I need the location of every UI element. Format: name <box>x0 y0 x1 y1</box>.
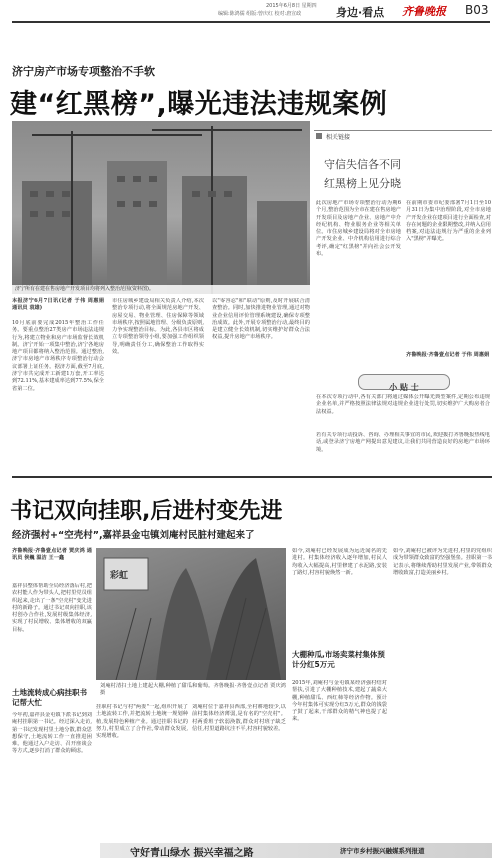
page-header <box>0 0 500 22</box>
story2-col1: 今年初,嘉祥县金屯镇下派书记到刘庵村挂职第一书记。经过深入走访,第一书记发现村里土地分散,群众思想保守,土地流转工作一直推进困难。他通过入户走访、召开座谈会等方式,逐步打消了群众的顾虑。 <box>12 712 92 755</box>
footer-slogan: 守好青山绿水 振兴幸福之路 <box>130 848 254 859</box>
story2-col5: 2015年,刘庵村与金屯镇某经济强村结对帮扶,引进了大棚种植技术,建起了蔬菜大棚,种植甜瓜、西红柿等经济作物。预计今年村集体可实现分红5万元,群众的钱袋子鼓了起来,干部群众的精气神也提了起来。 <box>292 680 387 723</box>
tip-text1: 在本次专项行动中,各有关部门将通过媒体公开曝光典型案件,定期公布违规企业名单,并严格按照法律法规对违规企业进行处罚,切实维护广大购房者合法权益。 <box>316 394 490 415</box>
related-col2: 在前期市委市纪委部署7月1日至10月31日为集中治理阶段,对全市房地产开发企业在建项目进行全面检查,对存在问题的企业限期整改,并纳入信用档案,对违法违规行为严重的企业列入"黑榜"并曝光。 <box>406 200 491 243</box>
sign-text: 彩虹 <box>110 571 129 581</box>
story2-sub2: 大棚种瓜,市场卖菜村集体预计分红5万元 <box>292 650 385 669</box>
story1-byline: 本报济宁6月7日讯(记者 于伟 周惠娟 通讯员 袁雄) <box>12 298 104 312</box>
related-col1: 此次房地产市场专项整治行动为期6个月,整治范围为全市在建在售房地产开发项目及房地产企业、房地产中介经纪机构、物业服务企业等相关单位。市住房城乡建设局将对全市房地产开发企业、中介机构信用进行综合考评,确定"红黑榜"并向社会公开发布。 <box>316 200 401 258</box>
story2-col2: 挂职村书记与村"两委"一起,组织开展了土地流转工作,并把流转土地统一规划种植,发展特色种植产业。通过挂职书记的努力,村里成立了合作社,带动群众发展,实现增收。 <box>96 704 188 740</box>
related-label-text: 相关链接 <box>326 134 351 141</box>
footer-banner <box>100 843 492 858</box>
story1-col3: 以"零容忍"和"联动"原则,及时开展联合清查整治。同时,加快推进物业管理,通过对物业企业信用评价管理系统建设,确保专项整治成效。此外,开展专项整治行动,最终目的是建立健全长效机制,切实维护好群众合法权益,提升房地产市场秩序。 <box>212 298 310 341</box>
story2-byline: 齐鲁晚报·齐鲁壹点记者 贾庆鸿 通讯员 侯巍 温洁 王一鑫 <box>12 548 92 562</box>
story1-col2: 市住房城乡建设局相关负责人介绍,本次整治专项行动,将全面规范房地产开发、房屋交易、物业管理、住房保障等领域市场秩序,按照属地管理、分级负责原则,力争实现整治目标。为此,各县市区将成立专项整治领导小组,要加强工作组织领导,明确责任分工,确保整治工作取得实效。 <box>112 298 204 356</box>
story1-headline: 建“红黑榜”,曝光违法违规案例 <box>10 89 388 120</box>
story2-subhead: 经济强村+“空壳村”,嘉祥县金屯镇刘庵村民脏村建起来了 <box>12 530 255 541</box>
related-byline: 齐鲁晚报·齐鲁壹点记者 于伟 周惠娟 <box>406 352 490 358</box>
related-title1: 守信失信各不同 <box>324 158 401 171</box>
story1-col1: 10月底前要完成2015年整治工作任务。要重点整治27类房产市场违法违规行为,将建立物业和房产市场监督长效机制。济宁开始一项集中整治,济宁各地房地产项目都将纳入整治范围。通过整治,济宁市房地产市场秩序专项整治行动会议部署上证任务。据济方面,截至7月底,济宁市共完成开工新建1万套,开工率达到72.11%,基本建成率达到77.5%,保全省第二位。 <box>12 320 104 392</box>
tip-text2: 若有关专项行动投诉、咨询、办理相关事宜的市民,欢迎拨打齐鲁晚报热线电话,或登录济宁房地产网提出意见建议,让我们共同营造良好的房地产市场环境。 <box>316 432 490 453</box>
story1-kicker: 济宁房产市场专项整治不手软 <box>12 65 155 78</box>
tip-label: 小 贴 士 <box>389 383 419 392</box>
story2-intro: 嘉祥县整体帮助全局经济落后村,把农村能人作为带头人,把村里党员组织起来,走出了一条"空壳村"变先进村的新路子。通过书记双向挂职,该村创办合作社,发展村级集体经济,实现了村民增收、集体增收的双赢目标。 <box>12 583 92 633</box>
tip-label-wrap <box>358 374 450 390</box>
village-photo <box>96 548 286 680</box>
header-page-number: B03 <box>465 3 489 17</box>
story2-col4: 如今,刘庵村已经发展成为远近闻名的先进村。村集体经济收入逐年增加,村民人均收入大幅提高,村里修建了水泥路,安装了路灯,村容村貌焕然一新。 <box>292 548 387 576</box>
related-icon <box>316 133 322 139</box>
related-label <box>314 130 492 142</box>
header-editors: 编辑:陈鸿儒 组版:曾庆红 校对:唐宣政 <box>218 11 302 17</box>
tip-box <box>314 372 492 468</box>
header-rule <box>12 21 490 23</box>
related-box <box>314 130 492 368</box>
header-section: 身边·看点 <box>336 6 385 19</box>
story2-photo-caption: 刘庵村清扫土地上建起大棚,种植了甜瓜和葡萄。齐鲁晚报·齐鲁壹点记者 贾庆鸿 摄 <box>100 683 286 697</box>
story2-col3: 刘庵村位于嘉祥县西部,全村耕地较少,以前村集体经济薄弱,是有名的"空壳村"。村两委班子软弱涣散,群众对村班子缺乏信任,村里道路坑洼不平,村容村貌较差。 <box>192 704 286 732</box>
story2-headline: 书记双向挂职,后进村变先进 <box>10 499 283 524</box>
story2-col6: 如今,刘庵村已被评为先进村,村里的党组织成为带领群众致富的坚强堡垒。挂职第一书记表示,将继续帮助村里发展产业,带领群众增收致富,打造美丽乡村。 <box>393 548 492 576</box>
construction-photo <box>12 121 310 294</box>
story1-photo-caption: 济宁所有在建在售房地产开发项目均将列入整治范围(资料图)。 <box>12 285 313 294</box>
construction-scene-icon <box>12 121 310 294</box>
footer-org: 济宁市乡村振兴融媒系列报道 <box>340 847 425 855</box>
story2-sub1: 土地流转成心病挂职书记帮大忙 <box>12 688 87 707</box>
section-divider <box>12 476 492 478</box>
header-brand-logo: 齐鲁晚报 <box>402 5 446 18</box>
related-title2: 红黑榜上见分晓 <box>324 177 401 190</box>
header-dateline: 2015年6月8日 星期四 <box>266 3 317 9</box>
